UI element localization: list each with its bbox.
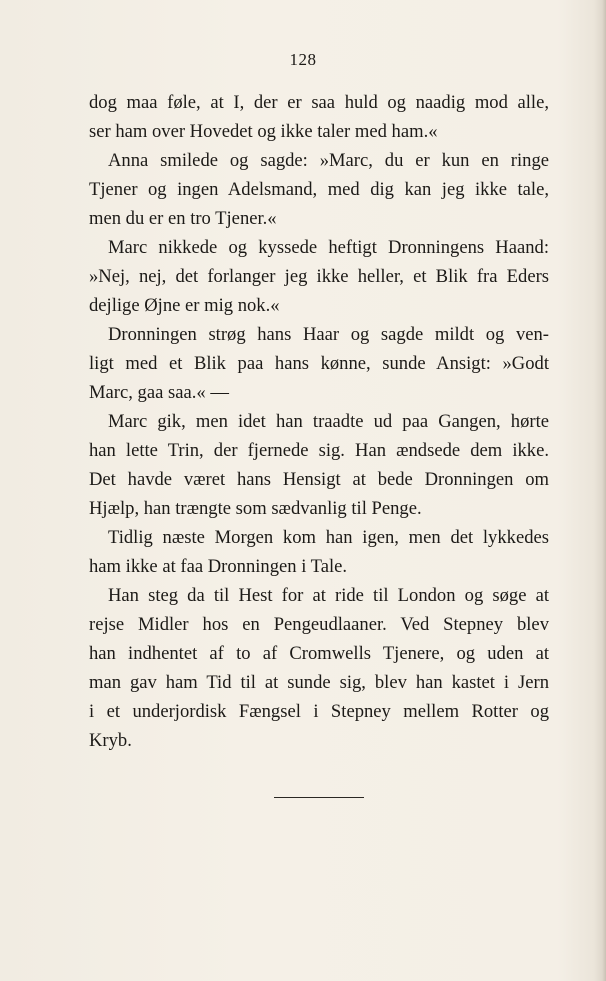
text-line: Anna smilede og sagde: »Marc, du er kun en ringe — [108, 150, 549, 171]
text-line: han indhentet af to af Cromwells Tjenere, og uden at — [89, 643, 549, 664]
text-line: dog maa føle, at I, der er saa huld og naadig mod alle, — [89, 92, 549, 113]
text-line: Det havde været hans Hensigt at bede Dronningen om — [89, 469, 549, 490]
page-number: 128 — [289, 50, 317, 69]
text-line: ham ikke at faa Dronningen i Tale. — [89, 556, 348, 577]
text-line: Kryb. — [89, 730, 132, 751]
text-line: dejlige Øjne er mig nok.« — [89, 295, 280, 316]
text-line: Tjener og ingen Adelsmand, med dig kan jeg ikke tale, — [89, 179, 549, 200]
text-line: »Nej, nej, det forlanger jeg ikke heller, et Blik fra Eders — [89, 266, 549, 287]
text-line: Hjælp, han trængte som sædvanlig til Penge. — [89, 498, 422, 519]
text-line: rejse Midler hos en Pengeudlaaner. Ved Stepney blev — [89, 614, 549, 635]
text-line: i et underjordisk Fængsel i Stepney mellem Rotter og — [89, 701, 549, 722]
text-line: Tidlig næste Morgen kom han igen, men det lykkedes — [108, 527, 549, 548]
text-line: men du er en tro Tjener.« — [89, 208, 277, 229]
text-line: ser ham over Hovedet og ikke taler med ham.« — [89, 121, 438, 142]
page-edge — [602, 0, 606, 981]
text-line: Marc nikkede og kyssede heftigt Dronningens Haand: — [108, 237, 549, 258]
body-text — [89, 88, 549, 755]
text-line: Dronningen strøg hans Haar og sagde mildt og ven- — [108, 324, 549, 345]
text-line: Han steg da til Hest for at ride til London og søge at — [108, 585, 549, 606]
text-line: Marc gik, men idet han traadte ud paa Gangen, hørte — [108, 411, 549, 432]
text-line: han lette Trin, der fjernede sig. Han ændsede dem ikke. — [89, 440, 549, 461]
section-rule — [274, 797, 364, 798]
text-line: man gav ham Tid til at sunde sig, blev han kastet i Jern — [89, 672, 549, 693]
text-line: Marc, gaa saa.« — — [89, 382, 229, 403]
text-line: ligt med et Blik paa hans kønne, sunde Ansigt: »Godt — [89, 353, 549, 374]
